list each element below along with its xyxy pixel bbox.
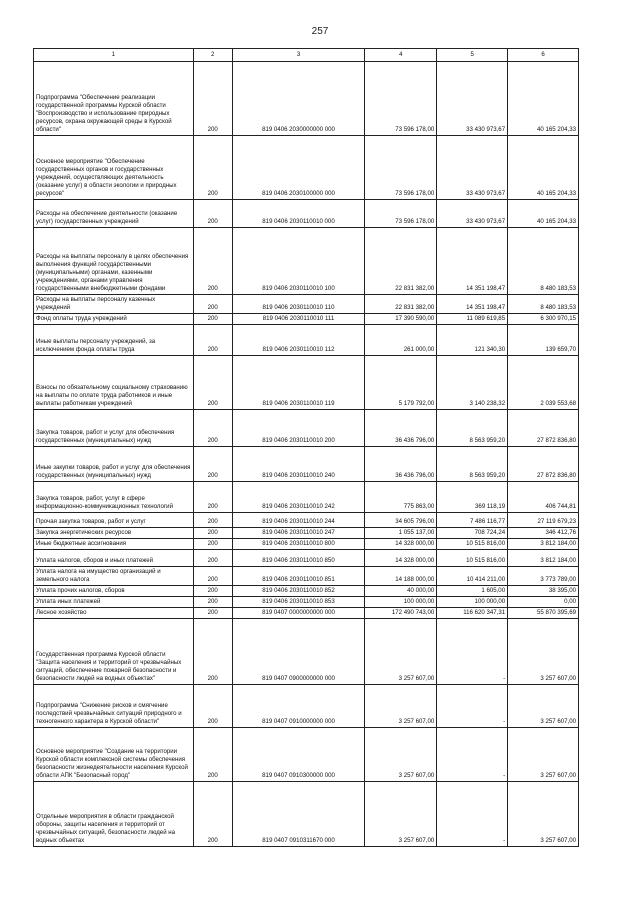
table-row bbox=[34, 619, 579, 685]
row-approved-cell: 22 831 382,00 bbox=[365, 228, 437, 295]
row-code-cell: 819 0406 2030100000 000 bbox=[232, 136, 365, 200]
row-approved-cell: 261 000,00 bbox=[365, 325, 437, 356]
row-subordination-cell: 200 bbox=[193, 685, 232, 728]
row-name-cell: Иные выплаты персоналу учреждений, за исключением фонда оплаты труда bbox=[34, 325, 194, 356]
table-row bbox=[34, 550, 579, 567]
row-name-cell: Уплата налогов, сборов и иных платежей bbox=[34, 550, 194, 567]
row-subordination-cell: 200 bbox=[193, 528, 232, 539]
row-name-cell: Закупка товаров, работ, услуг в сфере информационно-коммуникационных технологий bbox=[34, 482, 194, 513]
row-remaining-cell: 0,00 bbox=[508, 597, 579, 608]
row-executed-cell: 1 605,00 bbox=[437, 586, 508, 597]
row-approved-cell: 36 436 796,00 bbox=[365, 447, 437, 482]
table-row bbox=[34, 597, 579, 608]
row-remaining-cell: 8 480 183,53 bbox=[508, 228, 579, 295]
row-executed-cell: - bbox=[437, 782, 508, 847]
table-row bbox=[34, 539, 579, 550]
row-approved-cell: 775 863,00 bbox=[365, 482, 437, 513]
row-remaining-cell: 3 257 607,00 bbox=[508, 728, 579, 782]
row-code-cell: 819 0406 2030110010 247 bbox=[232, 528, 365, 539]
row-code-cell: 819 0406 2030110010 111 bbox=[232, 314, 365, 325]
row-approved-cell: 3 257 607,00 bbox=[365, 619, 437, 685]
header-cell: 6 bbox=[508, 49, 579, 62]
row-remaining-cell: 40 165 204,33 bbox=[508, 200, 579, 228]
row-executed-cell: 14 351 198,47 bbox=[437, 228, 508, 295]
row-subordination-cell: 200 bbox=[193, 782, 232, 847]
row-remaining-cell: 3 257 607,00 bbox=[508, 619, 579, 685]
row-name-cell: Прочая закупка товаров, работ и услуг bbox=[34, 513, 194, 528]
row-remaining-cell: 346 412,76 bbox=[508, 528, 579, 539]
row-approved-cell: 172 490 743,00 bbox=[365, 608, 437, 619]
row-name-cell: Уплата налога на имущество организаций и земельного налога bbox=[34, 567, 194, 586]
row-name-cell: Государственная программа Курской области "Защита населения и территорий от чрезвычайных ситуаций, обеспечение пожарной безопасности и безопасности людей на водных объектах" bbox=[34, 619, 194, 685]
row-executed-cell: 8 563 959,20 bbox=[437, 447, 508, 482]
row-name-cell: Основное мероприятие "Обеспечение государственных органов и государственных учреждений, осуществляющих деятельность (оказание услуг) в области экологии и природных ресурсов" bbox=[34, 136, 194, 200]
table-row bbox=[34, 782, 579, 847]
table-row bbox=[34, 325, 579, 356]
row-approved-cell: 40 000,00 bbox=[365, 586, 437, 597]
row-approved-cell: 34 605 796,00 bbox=[365, 513, 437, 528]
row-code-cell: 819 0406 2030110010 851 bbox=[232, 567, 365, 586]
header-cell: 3 bbox=[232, 49, 365, 62]
table-row bbox=[34, 410, 579, 447]
table-row bbox=[34, 62, 579, 136]
row-name-cell: Основное мероприятие "Создание на территории Курской области комплексной системы обеспечения безопасности жизнедеятельности населения Курской области АПК "Безопасный город" bbox=[34, 728, 194, 782]
row-approved-cell: 14 328 000,00 bbox=[365, 539, 437, 550]
row-name-cell: Уплата иных платежей bbox=[34, 597, 194, 608]
row-executed-cell: 10 414 211,00 bbox=[437, 567, 508, 586]
row-code-cell: 819 0406 2030110010 100 bbox=[232, 228, 365, 295]
row-remaining-cell: 3 257 607,00 bbox=[508, 782, 579, 847]
row-remaining-cell: 27 119 679,23 bbox=[508, 513, 579, 528]
table-row bbox=[34, 295, 579, 314]
row-approved-cell: 1 055 137,00 bbox=[365, 528, 437, 539]
row-approved-cell: 73 596 178,00 bbox=[365, 62, 437, 136]
row-executed-cell: 121 340,30 bbox=[437, 325, 508, 356]
table-row bbox=[34, 608, 579, 619]
row-remaining-cell: 406 744,81 bbox=[508, 482, 579, 513]
row-approved-cell: 3 257 607,00 bbox=[365, 728, 437, 782]
row-remaining-cell: 3 773 789,00 bbox=[508, 567, 579, 586]
row-subordination-cell: 200 bbox=[193, 295, 232, 314]
row-executed-cell: 7 486 116,77 bbox=[437, 513, 508, 528]
row-subordination-cell: 200 bbox=[193, 228, 232, 295]
row-code-cell: 819 0406 2030110010 240 bbox=[232, 447, 365, 482]
row-code-cell: 819 0406 2030110010 200 bbox=[232, 410, 365, 447]
row-remaining-cell: 55 870 395,69 bbox=[508, 608, 579, 619]
row-name-cell: Взносы по обязательному социальному страхованию на выплаты по оплате труда работников и иные выплаты работникам учреждений bbox=[34, 356, 194, 410]
table-header-row bbox=[34, 49, 579, 62]
table-row bbox=[34, 513, 579, 528]
row-code-cell: 819 0406 2030110010 852 bbox=[232, 586, 365, 597]
table-row bbox=[34, 728, 579, 782]
row-subordination-cell: 200 bbox=[193, 567, 232, 586]
table-row bbox=[34, 482, 579, 513]
row-approved-cell: 17 390 590,00 bbox=[365, 314, 437, 325]
row-remaining-cell: 2 039 553,68 bbox=[508, 356, 579, 410]
row-subordination-cell: 200 bbox=[193, 728, 232, 782]
row-code-cell: 819 0406 2030110010 853 bbox=[232, 597, 365, 608]
row-remaining-cell: 3 257 607,00 bbox=[508, 685, 579, 728]
row-name-cell: Закупка товаров, работ и услуг для обеспечения государственных (муниципальных) нужд bbox=[34, 410, 194, 447]
row-code-cell: 819 0406 2030110010 112 bbox=[232, 325, 365, 356]
table-row bbox=[34, 136, 579, 200]
header-cell: 2 bbox=[193, 49, 232, 62]
row-remaining-cell: 139 659,70 bbox=[508, 325, 579, 356]
row-executed-cell: 369 118,19 bbox=[437, 482, 508, 513]
row-remaining-cell: 40 165 204,33 bbox=[508, 62, 579, 136]
row-remaining-cell: 3 812 184,00 bbox=[508, 550, 579, 567]
row-subordination-cell: 200 bbox=[193, 586, 232, 597]
row-code-cell: 819 0407 0910311670 000 bbox=[232, 782, 365, 847]
row-subordination-cell: 200 bbox=[193, 136, 232, 200]
header-cell: 1 bbox=[34, 49, 194, 62]
row-subordination-cell: 200 bbox=[193, 356, 232, 410]
table-row bbox=[34, 685, 579, 728]
row-approved-cell: 100 000,00 bbox=[365, 597, 437, 608]
row-name-cell: Фонд оплаты труда учреждений bbox=[34, 314, 194, 325]
row-executed-cell: - bbox=[437, 728, 508, 782]
row-code-cell: 819 0406 2030110010 244 bbox=[232, 513, 365, 528]
row-approved-cell: 3 257 607,00 bbox=[365, 782, 437, 847]
row-name-cell: Иные закупки товаров, работ и услуг для обеспечения государственных (муниципальных) нужд bbox=[34, 447, 194, 482]
row-code-cell: 819 0407 0910000000 000 bbox=[232, 685, 365, 728]
row-name-cell: Подпрограмма "Обеспечение реализации государственной программы Курской области "Воспроизводство и использование природных ресурсов, охрана окружающей среды в Курской области" bbox=[34, 62, 194, 136]
row-name-cell: Расходы на выплаты персоналу казенных учреждений bbox=[34, 295, 194, 314]
row-name-cell: Расходы на выплаты персоналу в целях обеспечения выполнения функций государственными (муниципальными) органами, казенными учреждениями, органами управления государственными внебюджетными фондами bbox=[34, 228, 194, 295]
row-approved-cell: 36 436 796,00 bbox=[365, 410, 437, 447]
row-executed-cell: 3 140 238,32 bbox=[437, 356, 508, 410]
row-subordination-cell: 200 bbox=[193, 539, 232, 550]
row-code-cell: 819 0406 2030000000 000 bbox=[232, 62, 365, 136]
row-subordination-cell: 200 bbox=[193, 447, 232, 482]
row-subordination-cell: 200 bbox=[193, 62, 232, 136]
budget-table bbox=[33, 48, 579, 847]
row-code-cell: 819 0407 0000000000 000 bbox=[232, 608, 365, 619]
row-executed-cell: 33 430 973,67 bbox=[437, 62, 508, 136]
row-code-cell: 819 0406 2030110010 119 bbox=[232, 356, 365, 410]
row-subordination-cell: 200 bbox=[193, 550, 232, 567]
row-subordination-cell: 200 bbox=[193, 314, 232, 325]
row-name-cell: Закупка энергетических ресурсов bbox=[34, 528, 194, 539]
table-row bbox=[34, 200, 579, 228]
row-code-cell: 819 0407 0910300000 000 bbox=[232, 728, 365, 782]
row-executed-cell: 116 620 347,31 bbox=[437, 608, 508, 619]
row-approved-cell: 73 596 178,00 bbox=[365, 136, 437, 200]
table-row bbox=[34, 314, 579, 325]
row-code-cell: 819 0407 0900000000 000 bbox=[232, 619, 365, 685]
row-remaining-cell: 8 480 183,53 bbox=[508, 295, 579, 314]
row-executed-cell: 11 089 619,85 bbox=[437, 314, 508, 325]
row-code-cell: 819 0406 2030110010 242 bbox=[232, 482, 365, 513]
budget-table-body bbox=[34, 49, 579, 847]
row-approved-cell: 3 257 607,00 bbox=[365, 685, 437, 728]
row-executed-cell: 14 351 198,47 bbox=[437, 295, 508, 314]
header-cell: 4 bbox=[365, 49, 437, 62]
table-row bbox=[34, 567, 579, 586]
row-code-cell: 819 0406 2030110010 850 bbox=[232, 550, 365, 567]
row-executed-cell: 708 724,24 bbox=[437, 528, 508, 539]
row-remaining-cell: 27 872 836,80 bbox=[508, 410, 579, 447]
row-subordination-cell: 200 bbox=[193, 200, 232, 228]
row-subordination-cell: 200 bbox=[193, 513, 232, 528]
row-name-cell: Подпрограмма "Снижение рисков и смягчение последствий чрезвычайных ситуаций природного и техногенного характера в Курской области" bbox=[34, 685, 194, 728]
row-subordination-cell: 200 bbox=[193, 619, 232, 685]
row-name-cell: Расходы на обеспечение деятельности (оказание услуг) государственных учреждений bbox=[34, 200, 194, 228]
row-executed-cell: 33 430 973,67 bbox=[437, 136, 508, 200]
table-row bbox=[34, 447, 579, 482]
row-executed-cell: - bbox=[437, 685, 508, 728]
row-executed-cell: 10 515 816,00 bbox=[437, 539, 508, 550]
row-executed-cell: 100 000,00 bbox=[437, 597, 508, 608]
table-row bbox=[34, 356, 579, 410]
row-remaining-cell: 3 812 184,00 bbox=[508, 539, 579, 550]
table-row bbox=[34, 528, 579, 539]
row-subordination-cell: 200 bbox=[193, 482, 232, 513]
row-executed-cell: 8 563 959,20 bbox=[437, 410, 508, 447]
table-row bbox=[34, 586, 579, 597]
row-executed-cell: 33 430 973,67 bbox=[437, 200, 508, 228]
row-code-cell: 819 0406 2030110010 110 bbox=[232, 295, 365, 314]
row-approved-cell: 73 596 178,00 bbox=[365, 200, 437, 228]
row-approved-cell: 5 179 792,00 bbox=[365, 356, 437, 410]
row-remaining-cell: 6 300 970,15 bbox=[508, 314, 579, 325]
row-remaining-cell: 38 395,00 bbox=[508, 586, 579, 597]
row-name-cell: Лесное хозяйство bbox=[34, 608, 194, 619]
row-name-cell: Иные бюджетные ассигнования bbox=[34, 539, 194, 550]
row-name-cell: Отдельные мероприятия в области гражданской обороны, защиты населения и территорий от чрезвычайных ситуаций, безопасности людей на водных объектах bbox=[34, 782, 194, 847]
row-approved-cell: 14 328 000,00 bbox=[365, 550, 437, 567]
row-subordination-cell: 200 bbox=[193, 410, 232, 447]
row-subordination-cell: 200 bbox=[193, 597, 232, 608]
row-code-cell: 819 0406 2030110010 800 bbox=[232, 539, 365, 550]
row-subordination-cell: 200 bbox=[193, 325, 232, 356]
row-subordination-cell: 200 bbox=[193, 608, 232, 619]
row-approved-cell: 14 188 000,00 bbox=[365, 567, 437, 586]
row-approved-cell: 22 831 382,00 bbox=[365, 295, 437, 314]
row-remaining-cell: 40 165 204,33 bbox=[508, 136, 579, 200]
header-cell: 5 bbox=[437, 49, 508, 62]
row-executed-cell: 10 515 816,00 bbox=[437, 550, 508, 567]
page-number: 257 bbox=[311, 26, 329, 37]
row-name-cell: Уплата прочих налогов, сборов bbox=[34, 586, 194, 597]
row-executed-cell: - bbox=[437, 619, 508, 685]
table-row bbox=[34, 228, 579, 295]
row-code-cell: 819 0406 2030110010 000 bbox=[232, 200, 365, 228]
row-remaining-cell: 27 872 836,80 bbox=[508, 447, 579, 482]
